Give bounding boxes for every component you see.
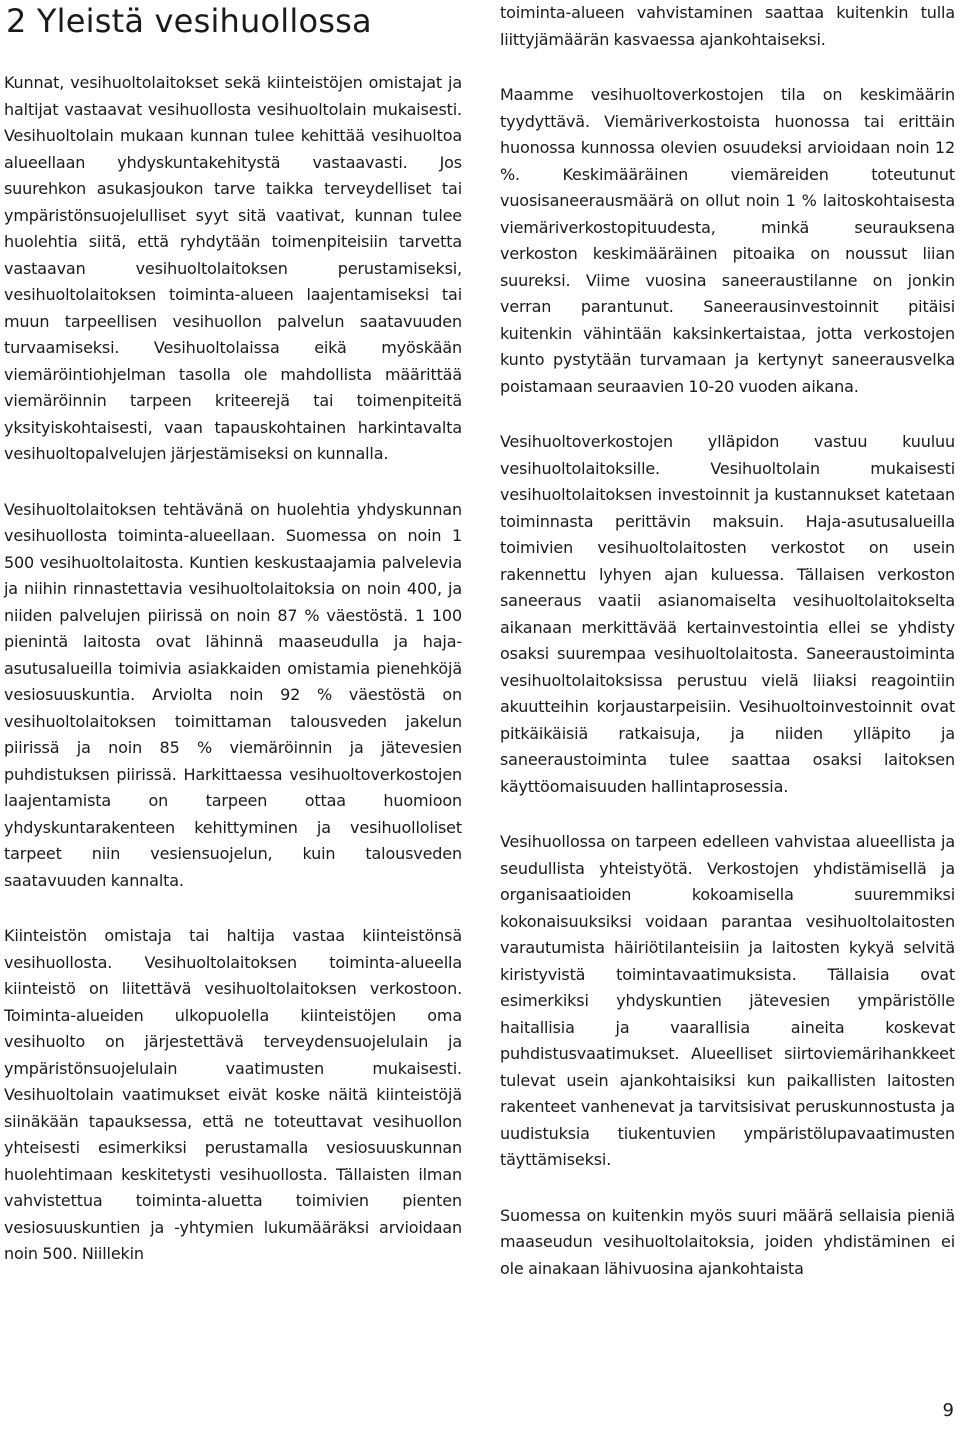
paragraph-right-3: Vesihuoltoverkostojen ylläpidon vastuu kuuluu vesihuoltolaitoksille. Vesihuoltolain mukaisesti vesihuoltolaitoksen investoinnit ja kustannukset katetaan toiminnasta perittävin maksuin. Haja-asutusalueilla toimivien vesihuoltolaitosten verkostot on usein rakennettu lyhyen ajan kuluessa. Tällaisen verkoston saneeraus vaatii asianomaiselta vesihuoltolaitokselta aikanaan merkittävää kertainvestointia ellei se yhdisty osaksi suurempaa vesihuoltolaitosta. Saneeraustoiminta vesihuoltolaitoksissa perustuu vielä liiaksi reagointiin akuutteihin korjaustarpeisiin. Vesihuoltoinvestoinnit ovat pitkäikäisiä ratkaisuja, ja niiden ylläpito ja saneeraustoiminta tulee saattaa osaksi laitoksen käyttöomaisuuden hallintaprosessia. [500, 432, 955, 796]
paragraph-left-3: Kiinteistön omistaja tai haltija vastaa kiinteistönsä vesihuollosta. Vesihuoltolaitoksen toiminta-alueella kiinteistö on liitettävä vesihuoltolaitoksen verkostoon. Toiminta-alueiden ulkopuolella kiinteistöjen oma vesihuolto on järjestettävä terveydensuojelulain ja ympäristönsuojelulain vaatimusten mukaisesti. Vesihuoltolain vaatimukset eivät koske näitä kiinteistöjä siinäkään tapauksessa, että ne toteuttavat vesihuollon yhteisesti esimerkiksi perustamalla vesiosuuskunnan huolehtimaan keskitetysti vesihuollosta. Tällaisten ilman vahvistettua toiminta-aluetta toimivien pienten vesiosuuskuntien ja -yhtymien lukumääräksi arvioidaan noin 500. Niillekin [4, 926, 462, 1263]
paragraph-right-4: Vesihuollossa on tarpeen edelleen vahvistaa alueellista ja seudullista yhteistyötä. Verkostojen yhdistämisellä ja organisaatioiden kokoamisella suuremmiksi kokonaisuuksiksi voidaan parantaa vesihuoltolaitosten varautumista häiriötilanteisiin ja laitosten kykyä selvitä kiristyvistä toimintavaatimuksista. Tällaisia ovat esimerkiksi yhdyskuntien jätevesien ympäristölle haitallisia ja vaarallisia aineita koskevat puhdistusvaatimukset. Alueelliset siirtoviemärihankkeet tulevat usein ajankohtaisiksi kun paikallisten laitosten rakenteet vanhenevat ja tarvitsisivat peruskunnostusta ja uudistuksia tiukentuvien ympäristölupavaatimusten täyttämiseksi. [500, 832, 955, 1169]
paragraph-left-1: Kunnat, vesihuoltolaitokset sekä kiinteistöjen omistajat ja haltijat vastaavat vesihuollosta vesihuoltolain mukaisesti. Vesihuoltolain mukaan kunnan tulee kehittää vesihuoltoa alueellaan yhdyskuntakehitystä vastaavasti. Jos suurehkon asukasjoukon tarve taikka terveydelliset tai ympäristönsuojelulliset syyt sitä vaativat, kunnan tulee huolehtia siitä, että ryhdytään toimenpiteisiin tarvetta vastaavan vesihuoltolaitoksen perustamiseksi, vesihuoltolaitoksen toiminta-alueen laajentamiseksi tai muun tarpeellisen vesihuollon palvelun saatavuuden turvaamiseksi. Vesihuoltolaissa eikä myöskään viemäröintiohjelman tasolla ole mahdollista määrittää viemäröinnin tarpeen kriteerejä tai toimenpiteitä yksityiskohtaisesti, vaan tapauskohtainen harkintavalta vesihuoltopalvelujen järjestämiseksi on kunnalla. [4, 73, 462, 463]
right-column [500, 0, 955, 1311]
paragraph-left-2: Vesihuoltolaitoksen tehtävänä on huolehtia yhdyskunnan vesihuollosta toiminta-alueellaan. Suomessa on noin 1 500 vesihuoltolaitosta. Kuntien keskustaajamia palvelevia ja niihin rinnastettavia vesihuoltolaitoksia on noin 400, ja niiden palvelujen piirissä on noin 87 % väestöstä. 1 100 pienintä laitosta ovat lähinnä maaseudulla ja haja-asutusalueilla toimivia asiakkaiden omistamia pienehköjä vesiosuuskuntia. Arviolta noin 92 % väestöstä on vesihuoltolaitoksen toimittaman talousveden jakelun piirissä ja noin 85 % viemäröinnin ja jätevesien puhdistuksen piirissä. Harkittaessa vesihuoltoverkostojen laajentamista on tarpeen ottaa huomioon yhdyskuntarakenteen kehittyminen ja vesihuolloliset tarpeet niin vesiensuojelun, kuin talousveden saatavuuden kannalta. [4, 499, 462, 890]
left-column [4, 70, 462, 1297]
page-number: 9 [942, 1400, 954, 1421]
paragraph-right-5: Suomessa on kuitenkin myös suuri määrä sellaisia pieniä maaseudun vesihuoltolaitoksia, joiden yhdistäminen ei ole ainakaan lähivuosina ajankohtaista [500, 1205, 955, 1278]
paragraph-right-1: toiminta-alueen vahvistaminen saattaa kuitenkin tulla liittyjämäärän kasvaessa ajankohtaiseksi. [500, 3, 955, 49]
paragraph-right-2: Maamme vesihuoltoverkostojen tila on keskimäärin tyydyttävä. Viemäriverkostoista huonossa tai erittäin huonossa kunnossa olevien osuudeksi arvioidaan noin 12 %. Keskimääräinen viemäreiden toteutunut vuosisaneerausmäärä on ollut noin 1 % laitoskohtaisesta viemäriverkostopituudesta, minkä seurauksena verkoston keskimääräinen pitoaika on noussut liian suureksi. Viime vuosina saneeraustilanne on jonkin verran parantunut. Saneerausinvestoinnit pitäisi kuitenkin vähintään kaksinkertaistaa, jotta verkostojen kunto pystytään turvamaan ja kertynyt saneerausvelka poistamaan seuraavien 10-20 vuoden aikana. [500, 85, 955, 396]
section-heading: 2 Yleistä vesihuollossa [6, 2, 372, 40]
